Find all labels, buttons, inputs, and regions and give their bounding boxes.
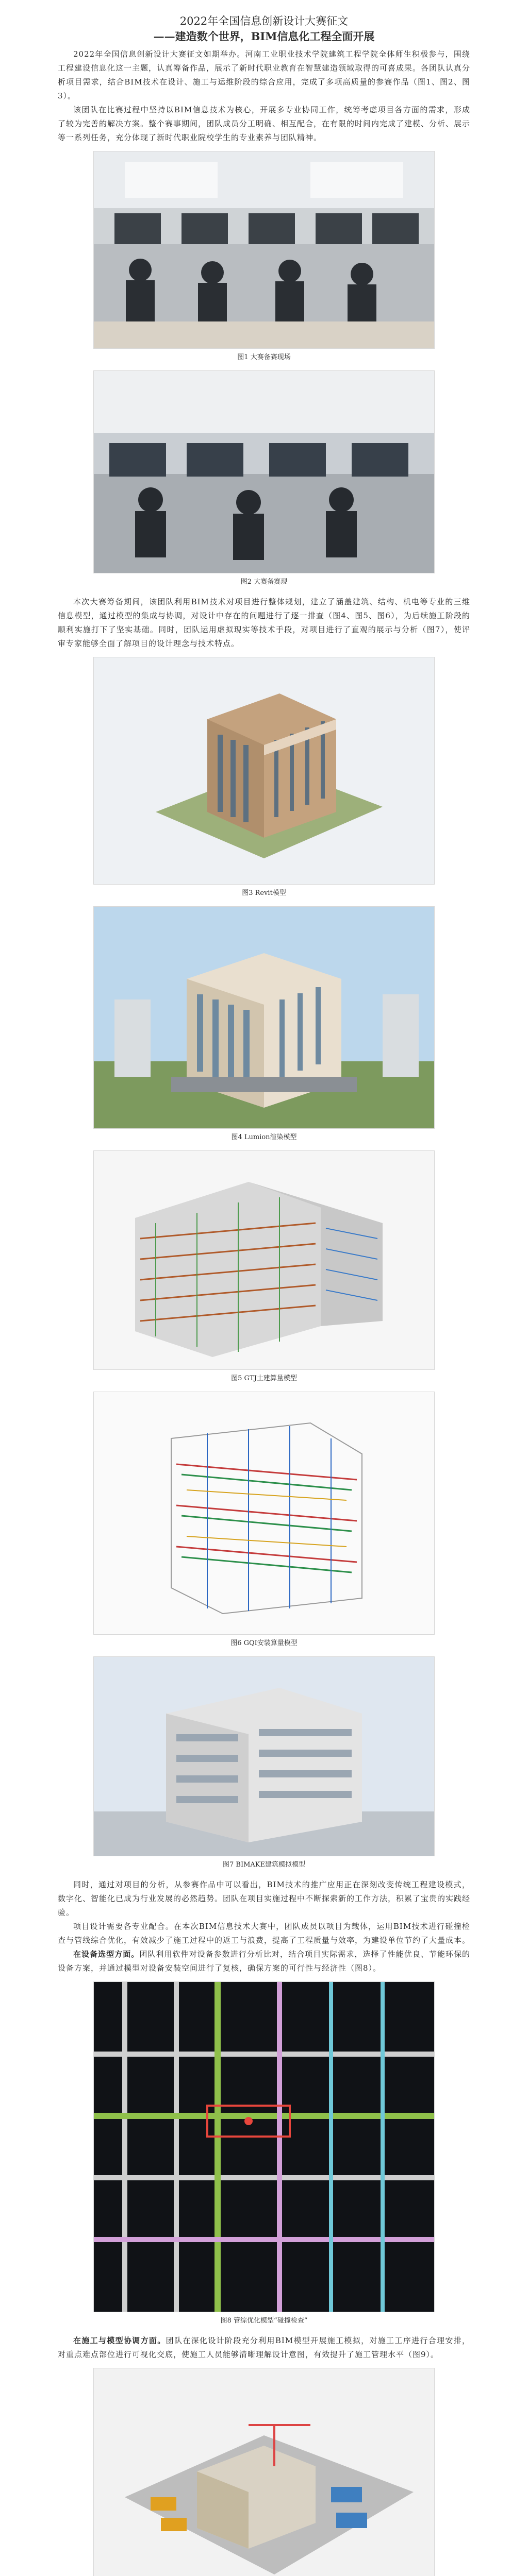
figure-2-image <box>93 370 435 573</box>
paragraph-7-lead: 在施工与模型协调方面。 <box>73 2336 166 2345</box>
figure-4-image <box>93 906 435 1129</box>
paragraph-6-lead: 在设备选型方面。 <box>73 1950 140 1959</box>
paragraph-7 <box>58 2334 470 2362</box>
article-title: 2022年全国信息创新设计大赛征文 <box>179 15 349 27</box>
figure-7-caption: 图7 BIMAKE建筑模拟模型 <box>223 1861 305 1869</box>
figure-6-caption: 图6 GQI安装算量模型 <box>230 1639 298 1647</box>
figure-1-image <box>93 151 435 349</box>
paragraph-intro-2: 该团队在比赛过程中坚持以BIM信息技术为核心，开展多专业协同工作，统筹考虑项目各方面的需求，形成了较为完善的解决方案。整个赛事期间，团队成员分工明确、相互配合，在有限的时间内完成了建模、分析、展示等一系列任务，充分体现了新时代职业院校学生的专业素养与团队精神。 <box>58 105 471 142</box>
figure-2-caption: 图2 大赛备赛现 <box>240 578 288 586</box>
article-subtitle: ——建造数个世界，BIM信息化工程全面开展 <box>153 30 375 43</box>
figure-4-caption: 图4 Lumion渲染模型 <box>231 1133 297 1141</box>
article <box>58 0 470 2576</box>
paragraph-4: 同时，通过对项目的分析，从参赛作品中可以看出，BIM技术的推广应用正在深刻改变传统工程建设模式，数字化、智能化已成为行业发展的必然趋势。团队在项目实施过程中不断探索新的工作方法，积累了宝贵的实践经验。 <box>58 1880 471 1917</box>
paragraph-intro-1: 2022年全国信息创新设计大赛征文如期举办。河南工业职业技术学院建筑工程学院全体师生积极参与，围绕工程建设信息化这一主题，认真筹备作品，展示了新时代职业教育在智慧建造领域取得的可喜成果。各团队认真分析项目需求，结合BIM技术在设计、施工与运维阶段的综合应用，完成了多项高质量的参赛作品（图1、图2、图3）。 <box>58 49 471 100</box>
figure-5-caption: 图5 GTJ土建算量模型 <box>231 1375 297 1382</box>
figure-5-image <box>93 1150 435 1370</box>
figure-8-image <box>93 1981 435 2312</box>
paragraph-3: 本次大赛筹备期间，该团队利用BIM技术对项目进行整体规划，建立了涵盖建筑、结构、机电等专业的三维信息模型，通过模型的集成与协调，对设计中存在的问题进行了逐一排查（图4、图5、图6），为后续施工阶段的顺利实施打下了坚实基础。同时，团队运用虚拟现实等技术手段，对项目进行了直观的展示与分析（图7），使评审专家能够全面了解项目的设计理念与技术特点。 <box>58 597 470 648</box>
figure-7-image <box>93 1656 435 1856</box>
paragraph-5: 项目设计需要各专业配合。在本次BIM信息技术大赛中，团队成员以项目为载体，运用BIM技术进行碰撞检查与管线综合优化，有效减少了施工过程中的返工与浪费，提高了工程质量与效率，为建设单位节约了大量成本。 <box>58 1922 471 1945</box>
figure-1-caption: 图1 大赛备赛现场 <box>237 353 291 361</box>
figure-9-image <box>93 2368 435 2576</box>
paragraph-6-text: 团队利用软件对设备参数进行分析比对，结合项目实际需求，选择了性能优良、节能环保的设备方案，并通过模型对设备安装空间进行了复核，确保方案的可行性与经济性（图8）。 <box>58 1950 470 1973</box>
figure-6-image <box>93 1392 435 1635</box>
figure-8-caption: 图8 管综优化模型“碰撞检查” <box>220 2317 308 2325</box>
figure-3-image <box>93 657 435 885</box>
figure-3-caption: 图3 Revit模型 <box>242 889 286 897</box>
paragraph-7-text: 团队在深化设计阶段充分利用BIM模型开展施工模拟，对施工工序进行合理安排，对重点难点部位进行可视化交底，使施工人员能够清晰理解设计意图，有效提升了施工管理水平（图9）。 <box>58 2336 470 2359</box>
paragraph-6 <box>58 1947 470 1975</box>
